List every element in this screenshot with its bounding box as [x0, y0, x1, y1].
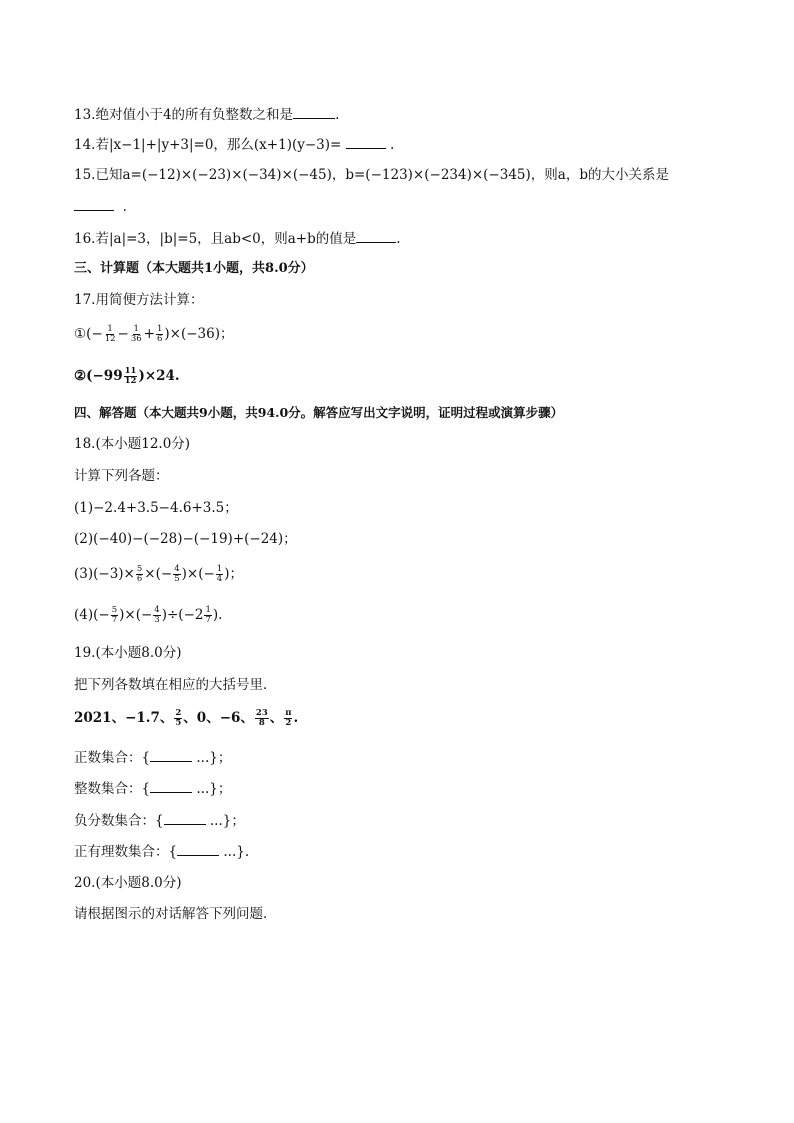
question-18-part-1: (1)−2.4+3.5−4.6+3.5； — [74, 500, 238, 516]
answer-blank — [74, 196, 114, 211]
question-18-part-2: (2)(−40)−(−28)−(−19)+(−24)； — [74, 531, 297, 547]
fraction: $\frac{11}{12}$ — [124, 366, 137, 386]
positive-number-set: 正数集合：{ ...}； — [74, 747, 231, 768]
fraction: $\frac{1}{36}$ — [130, 324, 142, 344]
question-19-intro: 把下列各数填在相应的大括号里． — [74, 677, 277, 693]
question-20-title: 20.(本小题8.0分) — [74, 875, 182, 891]
fraction: $\frac{\pi}{2}$ — [285, 708, 292, 728]
answer-blank — [356, 228, 396, 243]
fraction: $\frac{1}{7}$ — [205, 605, 211, 625]
question-15: 15.已知a=(−12)×(−23)×(−34)×(−45)，b=(−123)×(−234)×(−345)，则a，b的大小关系是 — [74, 167, 669, 183]
answer-blank — [150, 747, 192, 762]
question-20-intro: 请根据图示的对话解答下列问题． — [74, 906, 277, 922]
question-18-part-3: (3)(−3)× $\frac{5}{6}$ ×(− $\frac{4}{5}$ )×(− $\frac{1}{4}$ )； — [74, 564, 243, 584]
fraction: $\frac{5}{6}$ — [136, 564, 143, 584]
negative-fraction-set: 负分数集合：{ ...}； — [74, 810, 245, 831]
question-19-numbers: 2021、−1.7、 $\frac{2}{5}$ 、0、−6、 $\frac{23}{8}$ 、 $\frac{\pi}{2}$ . — [74, 708, 299, 728]
question-18-title: 18.(本小题12.0分) — [74, 436, 191, 452]
positive-rational-set: 正有理数集合：{ ...}. — [74, 841, 249, 862]
question-14: 14.若|x−1|+|y+3|=0，那么(x+1)(y−3)= . — [74, 134, 394, 155]
question-18-intro: 计算下列各题： — [74, 468, 169, 484]
answer-blank — [177, 841, 219, 856]
question-17-part-1: ①(− $\frac{1}{12}$ − $\frac{1}{36}$ + $\frac{1}{6}$ )×(−36)； — [74, 324, 234, 344]
integer-set: 整数集合：{ ...}； — [74, 778, 231, 799]
fraction: $\frac{1}{6}$ — [156, 324, 163, 344]
fraction: $\frac{1}{12}$ — [104, 324, 116, 344]
section-3-heading: 三、计算题（本大题共1小题，共8.0分） — [74, 261, 314, 276]
fraction: $\frac{4}{5}$ — [174, 564, 180, 584]
question-17-title: 17.用简便方法计算： — [74, 292, 204, 308]
answer-blank — [164, 810, 206, 825]
fraction: $\frac{4}{3}$ — [154, 605, 160, 625]
question-18-part-4: (4)(− $\frac{5}{7}$ )×(− $\frac{4}{3}$ )÷(−2 $\frac{1}{7}$ ). — [74, 605, 223, 625]
section-4-heading: 四、解答题（本大题共9小题，共94.0分。解答应写出文字说明，证明过程或演算步骤） — [74, 405, 564, 420]
fraction: $\frac{2}{5}$ — [175, 708, 182, 728]
fraction: $\frac{5}{7}$ — [111, 605, 118, 625]
question-19-title: 19.(本小题8.0分) — [74, 645, 182, 661]
question-16: 16.若|a|=3，|b|=5，且ab<0，则a+b的值是 . — [74, 228, 401, 249]
answer-blank — [346, 134, 386, 149]
fraction: $\frac{23}{8}$ — [255, 708, 268, 728]
answer-blank — [150, 778, 192, 793]
fraction: $\frac{1}{4}$ — [216, 564, 223, 584]
answer-blank — [293, 104, 335, 119]
question-13: 13.绝对值小于4的所有负整数之和是 . — [74, 104, 339, 125]
question-15-blank-line: . — [74, 196, 127, 217]
question-17-part-2: ②(−99 $\frac{11}{12}$ )×24. — [74, 366, 180, 386]
